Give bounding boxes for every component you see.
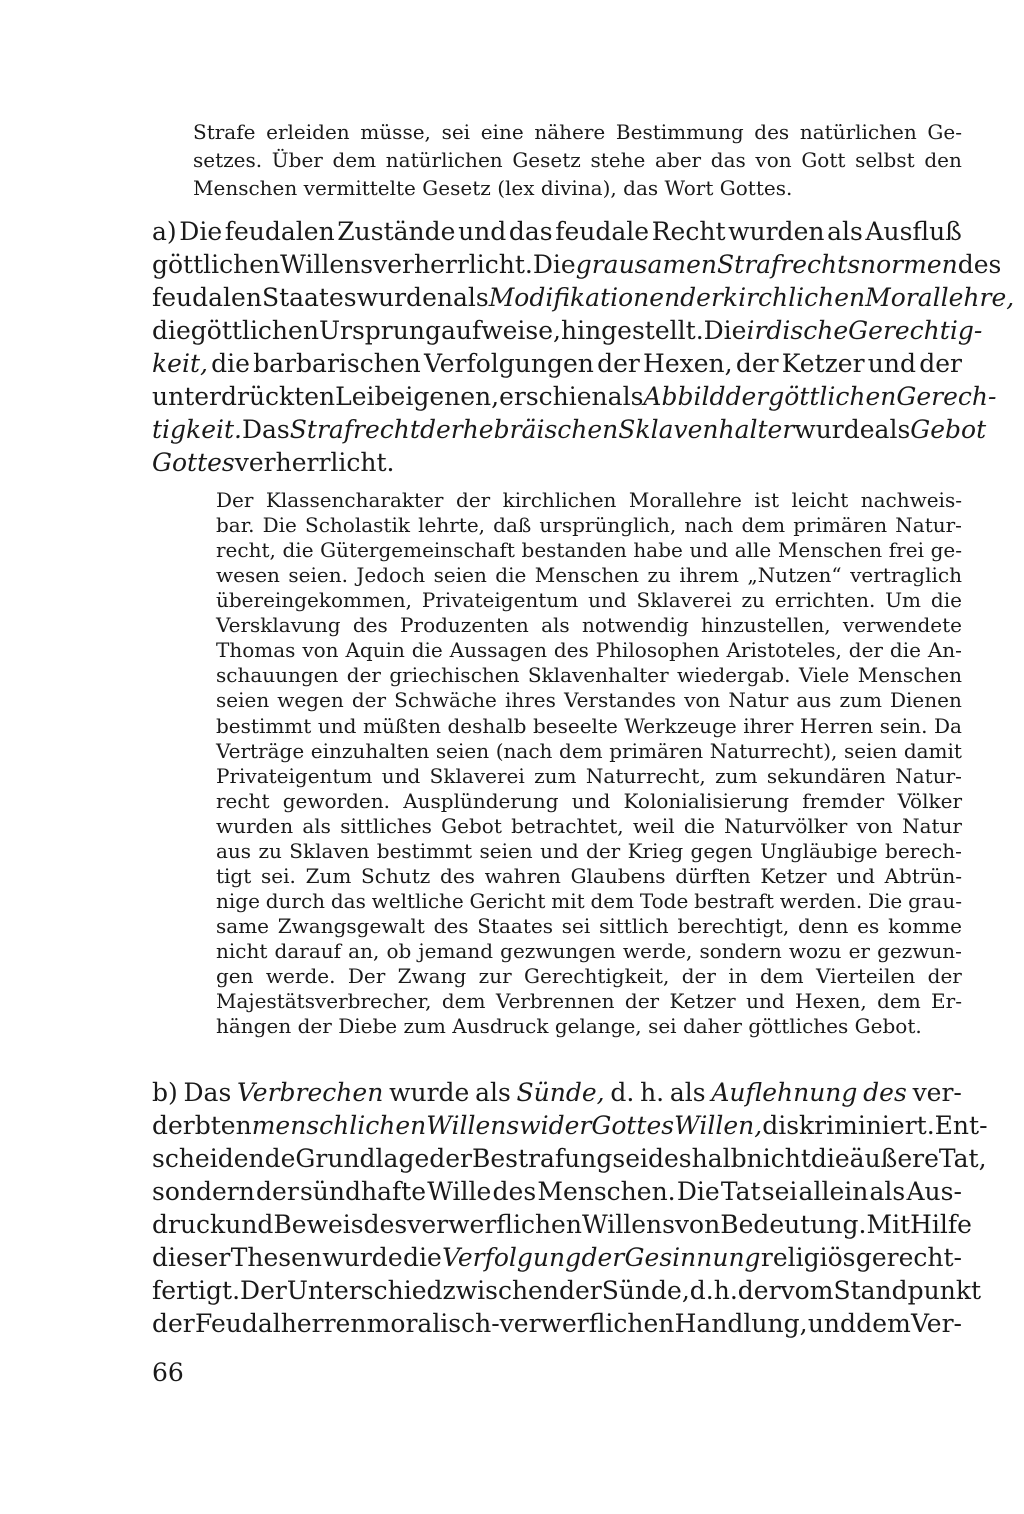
text-line: Privateigentum und Sklaverei zum Naturrecht, zum sekundären Natur- [216, 764, 962, 788]
text-line: setzes. Über dem natürlichen Gesetz stehe aber das von Gott selbst den [193, 148, 962, 172]
text-line: göttlichen Willens verherrlicht. Die grausamen Strafrechtsnormen des [152, 250, 1002, 279]
text-line: der Feudalherren moralisch-verwerflichen Handlung, und dem Ver- [152, 1309, 962, 1338]
text-line: bar. Die Scholastik lehrte, daß ursprünglich, nach dem primären Natur- [216, 513, 962, 537]
text-line: nicht darauf an, ob jemand gezwungen werde, sondern wozu er gezwun- [216, 939, 962, 963]
text-line: schauungen der griechischen Sklavenhalter wiedergab. Viele Menschen [216, 663, 962, 687]
text-line: druck und Beweis des verwerflichen Willens von Bedeutung. Mit Hilfe [152, 1210, 972, 1239]
text-line: recht geworden. Ausplünderung und Kolonialisierung fremder Völker [216, 789, 962, 813]
text-line: same Zwangsgewalt des Staates sei sittlich berechtigt, denn es komme [216, 914, 962, 938]
text-line: Menschen vermittelte Gesetz (lex divina), das Wort Gottes. [193, 176, 793, 200]
text-line: hängen der Diebe zum Ausdruck gelange, sei daher göttliches Gebot. [216, 1014, 922, 1038]
text-line: dieser Thesen wurde die Verfolgung der Gesinnung religiös gerecht- [152, 1243, 962, 1272]
text-line: übereingekommen, Privateigentum und Sklaverei zu errichten. Um die [216, 588, 962, 612]
text-line: gen werde. Der Zwang zur Gerechtigkeit, der in dem Vierteilen der [216, 964, 962, 988]
text-line: a) Die feudalen Zustände und das feudale Recht wurden als Ausfluß [152, 217, 962, 246]
text-line: b) Das Verbrechen wurde als Sünde, d. h. als Auflehnung des ver- [152, 1078, 962, 1107]
text-line: keit, die barbarischen Verfolgungen der Hexen, der Ketzer und der [152, 349, 962, 378]
text-line: scheidende Grundlage der Bestrafung sei deshalb nicht die äußere Tat, [152, 1144, 987, 1173]
text-line: Thomas von Aquin die Aussagen des Philosophen Aristoteles, der die An- [216, 638, 962, 662]
page-number: 66 [152, 1358, 184, 1387]
text-line: Gottes verherrlicht. [152, 448, 395, 477]
text-line: aus zu Sklaven bestimmt seien und der Krieg gegen Ungläubige berech- [216, 839, 962, 863]
text-line: feudalen Staates wurden als Modifikationen der kirchlichen Morallehre, [152, 283, 1015, 312]
text-line: die göttlichen Ursprung aufweise, hingestellt. Die irdische Gerechtig- [152, 316, 983, 345]
text-line: tigkeit. Das Strafrecht der hebräischen Sklavenhalter wurde als Gebot [152, 415, 987, 444]
text-line: seien wegen der Schwäche ihres Verstandes von Natur aus zum Dienen [216, 688, 962, 712]
text-line: unterdrückten Leibeigenen, erschien als Abbild der göttlichen Gerech- [152, 382, 997, 411]
text-line: recht, die Gütergemeinschaft bestanden habe und alle Menschen frei ge- [216, 538, 962, 562]
text-line: sondern der sündhafte Wille des Menschen. Die Tat sei allein als Aus- [152, 1177, 962, 1206]
text-line: fertigt. Der Unterschied zwischen der Sünde, d. h. der vom Standpunkt [152, 1276, 982, 1305]
text-line: Versklavung des Produzenten als notwendig hinzustellen, verwendete [216, 613, 962, 637]
text-line: nige durch das weltliche Gericht mit dem Tode bestraft werden. Die grau- [216, 889, 962, 913]
text-line: wesen seien. Jedoch seien die Menschen zu ihrem „Nutzen“ vertraglich [216, 563, 962, 587]
text-line: Verträge einzuhalten seien (nach dem primären Naturrecht), seien damit [216, 739, 962, 763]
text-line: Der Klassencharakter der kirchlichen Morallehre ist leicht nachweis- [216, 488, 962, 512]
text-line: bestimmt und müßten deshalb beseelte Werkzeuge ihrer Herren sein. Da [216, 714, 962, 738]
text-line: derbten menschlichen Willens wider Gottes Willen, diskriminiert. Ent- [152, 1111, 988, 1140]
text-line: Strafe erleiden müsse, sei eine nähere Bestimmung des natürlichen Ge- [193, 120, 962, 144]
text-line: Majestätsverbrecher, dem Verbrennen der Ketzer und Hexen, dem Er- [216, 989, 962, 1013]
text-line: wurden als sittliches Gebot betrachtet, weil die Naturvölker von Natur [216, 814, 962, 838]
text-line: tigt sei. Zum Schutz des wahren Glaubens dürften Ketzer und Abtrün- [216, 864, 962, 888]
